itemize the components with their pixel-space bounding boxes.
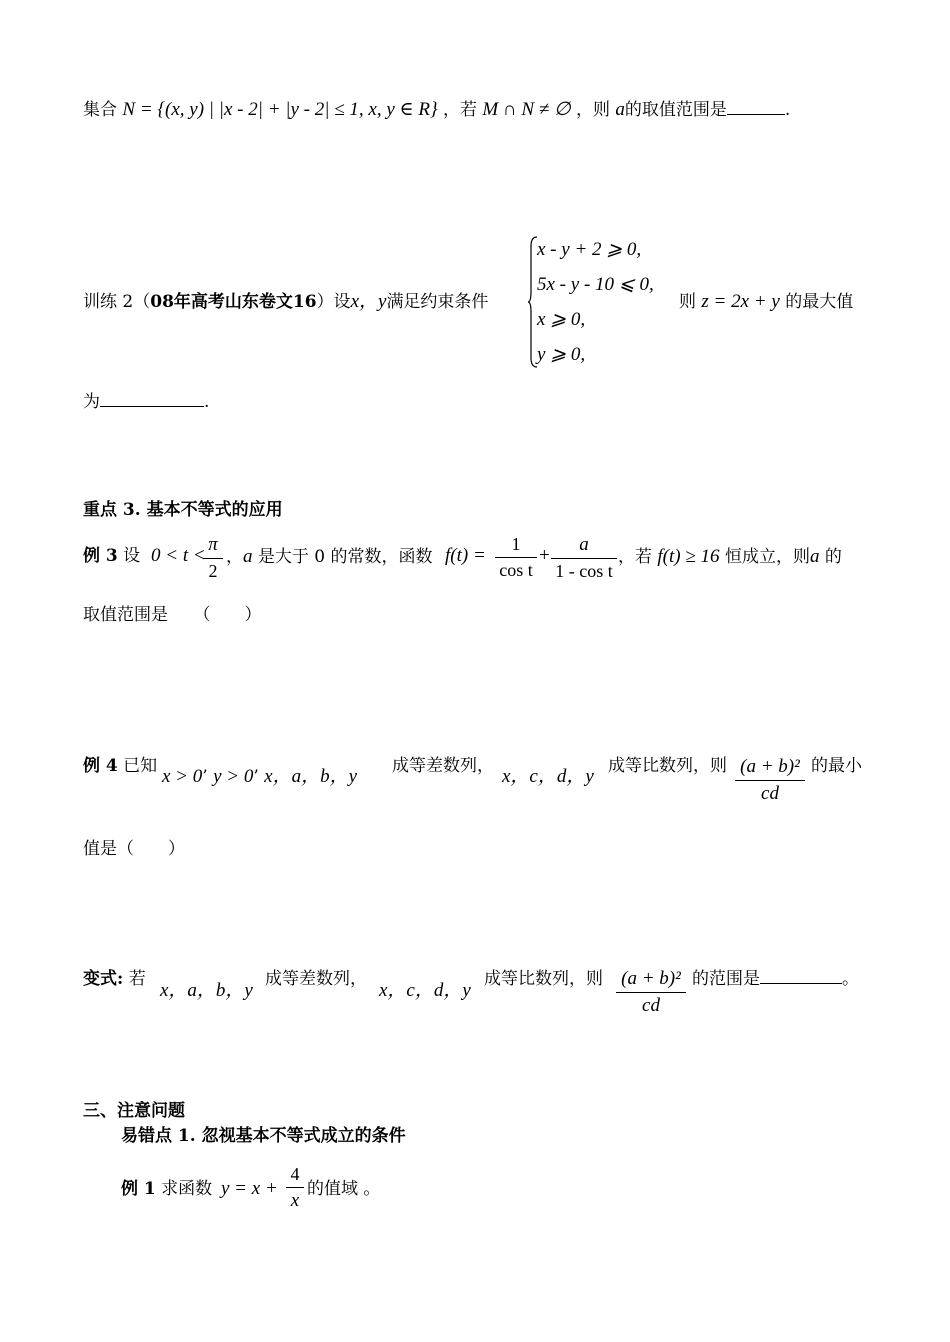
set-n-expression: N = {(x, y) | |x - 2| + |y - 2| ≤ 1, x, y ∈ R} xyxy=(122,99,438,120)
set-mid-text: ，若 xyxy=(442,100,477,120)
training2-tail: 的最大值 xyxy=(785,292,854,312)
example1-expression: y = x + xyxy=(221,1178,278,1199)
example3-line xyxy=(83,546,140,566)
example4-line2: 值是（ ） xyxy=(83,839,185,859)
example1-label: 例 1 xyxy=(121,1179,156,1199)
example3-label: 例 3 xyxy=(83,546,118,566)
answer-blank xyxy=(760,969,842,984)
example3-line2: 取值范围是 （ ） xyxy=(83,605,262,625)
arithmetic-sequence: x，a，b，y xyxy=(264,766,358,787)
example1-lead: 求函数 xyxy=(161,1179,213,1199)
training2-then: 则 xyxy=(679,292,696,312)
condition-x-positive: x > 0 xyxy=(162,766,203,787)
training2-objective-line xyxy=(679,291,853,314)
variant-geometric-sequence: x，c，d，y xyxy=(379,980,471,1001)
pi-numerator: π xyxy=(208,534,218,555)
training2-line xyxy=(83,291,488,314)
variant-numerator: (a + b)² xyxy=(621,968,681,989)
example1-tail: 的值域 。 xyxy=(307,1179,381,1199)
function-f-label: f(t) = xyxy=(445,545,486,566)
variant-lead: 若 xyxy=(128,969,146,989)
example1-line xyxy=(121,1179,212,1199)
variant-label: 变式: xyxy=(83,969,124,989)
fraction2-denominator: 1 - cos t xyxy=(555,560,613,581)
training2-mid: 满足约束条件 xyxy=(386,292,489,312)
fraction2-numerator: a xyxy=(579,534,589,555)
fraction1-denominator: cos t xyxy=(499,559,533,580)
example3-comma: ， xyxy=(226,547,243,567)
intersection-condition: M ∩ N ≠ ∅ xyxy=(482,99,571,120)
example3-tail: 恒成立，则 xyxy=(724,547,810,567)
variant-fraction xyxy=(616,968,686,1017)
geometric-sequence: x，c，d，y xyxy=(502,766,594,787)
variant-denominator: cd xyxy=(642,994,660,1016)
fraction-1-over-cos xyxy=(495,534,537,580)
answer-blank xyxy=(100,392,204,407)
set-end-text: 的取值范围是 xyxy=(624,100,727,120)
example3-cond-lead: ，若 xyxy=(618,547,652,567)
variant-line xyxy=(83,969,146,989)
variant-tail: 的范围是 xyxy=(692,969,760,989)
condition-f-ge-16: f(t) ≥ 16 xyxy=(657,546,720,567)
example4-seq1-tail: 成等差数列， xyxy=(392,756,494,776)
fraction-a-over-1-minus-cos xyxy=(551,534,617,582)
pi-over-2-fraction xyxy=(203,534,223,582)
variant-arithmetic-sequence: x，a，b，y xyxy=(160,980,253,1001)
example4-label: 例 4 xyxy=(83,756,118,776)
training2-lead: 训练 2（ xyxy=(83,292,151,312)
four-over-x-fraction xyxy=(286,1164,304,1212)
example3-mid: 是大于 0 的常数，函数 xyxy=(257,547,433,567)
pi-denominator: 2 xyxy=(208,560,218,581)
example4-seq2-tail: 成等比数列，则 xyxy=(608,756,727,776)
section-3-title: 三、注意问题 xyxy=(83,1101,185,1121)
fraction1-numerator: 1 xyxy=(511,534,521,554)
key-point-3-title: 重点 3. 基本不等式的应用 xyxy=(83,500,283,520)
example4-denominator: cd xyxy=(761,782,779,804)
constraint-3: x ⩾ 0, xyxy=(537,309,586,330)
training2-source: 08年高考山东卷文16 xyxy=(150,292,317,312)
variable-a: a xyxy=(243,546,253,567)
variable-a: a xyxy=(615,99,625,120)
training2-answer-line: 为 . xyxy=(83,392,210,412)
variant-end: 。 xyxy=(842,969,859,989)
example3-condition-line xyxy=(618,546,842,569)
set-lead: 集合 xyxy=(83,100,117,120)
plus-sign: + xyxy=(539,545,550,566)
constraint-1: x - y + 2 ⩾ 0, xyxy=(537,239,642,260)
example4-conditions: x > 0’ y > 0’ x，a，b，y xyxy=(162,766,358,787)
objective-function: z = 2x + y xyxy=(701,291,780,312)
example4-tail: 的最小 xyxy=(811,756,862,776)
variable-a: a xyxy=(809,546,820,567)
constraint-4: y ⩾ 0, xyxy=(537,344,586,365)
variant-seq2-tail: 成等比数列，则 xyxy=(484,969,603,989)
example3-de: 的 xyxy=(824,547,842,567)
pitfall-1-title: 易错点 1. 忽视基本不等式成立的条件 xyxy=(121,1126,406,1146)
constraint-2: 5x - y - 10 ⩽ 0, xyxy=(537,274,654,295)
training2-vars: x，y xyxy=(350,291,387,312)
set-tail-text: ，则 xyxy=(575,100,610,120)
training2-after: ）设 xyxy=(316,292,351,312)
set-n-line: 集合 N = {(x, y) | |x - 2| + |y - 2| ≤ 1, x, y ∈ R} ，若 M ∩ N ≠ ∅ ，则 a的取值范围是 . xyxy=(83,99,791,120)
variant-tail-line xyxy=(692,969,859,989)
example1-denominator: x xyxy=(290,1189,300,1211)
example3-mid-line xyxy=(226,546,433,569)
t-range: 0 < t < xyxy=(151,545,206,566)
variant-seq1-tail: 成等差数列， xyxy=(265,969,367,989)
constraint-system xyxy=(537,232,654,372)
condition-y-positive: y > 0 xyxy=(213,766,254,787)
example4-line xyxy=(83,756,157,776)
answer-blank xyxy=(727,100,785,115)
example3-lead: 设 xyxy=(123,546,141,566)
example4-numerator: (a + b)² xyxy=(740,756,800,777)
example4-fraction xyxy=(735,756,805,805)
example4-lead: 已知 xyxy=(123,756,158,776)
training2-line2: 为 xyxy=(83,392,100,412)
example1-numerator: 4 xyxy=(290,1164,300,1184)
